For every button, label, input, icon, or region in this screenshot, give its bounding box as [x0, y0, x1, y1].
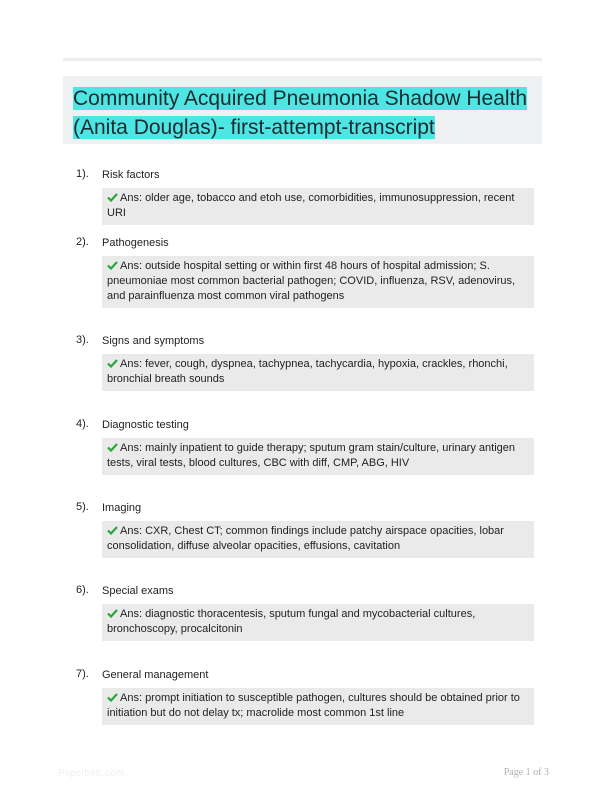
answer-box [102, 188, 534, 225]
answer-box [102, 521, 534, 558]
page-number: Page 1 of 3 [503, 767, 549, 778]
answer-text: Ans: CXR, Chest CT; common findings include patchy airspace opacities, lobar consolidation, diffuse alveolar opacities, effusions, cavitation [107, 525, 504, 552]
answer-text: Ans: mainly inpatient to guide therapy; sputum gram stain/culture, urinary antigen tests, viral tests, blood cultures, CBC with diff, CMP, ABG, HIV [107, 442, 515, 469]
answer-text: Ans: diagnostic thoracentesis, sputum fungal and mycobacterial cultures, bronchoscopy, procalcitonin [107, 608, 476, 635]
watermark-text: Paperbitic.com [58, 768, 125, 779]
answer-text: Ans: outside hospital setting or within first 48 hours of hospital admission; S. pneumoniae most common bacterial pathogen; COVID, influenza, RSV, adenovirus, and parainfluenza most common viral pathogens [107, 260, 516, 302]
question-number: 2). [76, 236, 89, 248]
question-number: 3). [76, 334, 89, 346]
answer-text: Ans: fever, cough, dyspnea, tachypnea, tachycardia, hypoxia, crackles, rhonchi, bronchial breath sounds [107, 358, 508, 385]
check-icon [107, 359, 118, 368]
page-title: Community Acquired Pneumonia Shadow Health (Anita Douglas)- first-attempt-transcript [73, 87, 528, 139]
answer-text: Ans: older age, tobacco and etoh use, comorbidities, immunosuppression, recent URI [107, 192, 515, 219]
check-icon [107, 193, 118, 202]
answer-box [102, 604, 534, 641]
check-icon [107, 443, 118, 452]
check-icon [107, 693, 118, 702]
check-icon [107, 526, 118, 535]
question-number: 4). [76, 418, 89, 430]
question-number: 1). [76, 168, 89, 180]
question-label: Risk factors [102, 169, 160, 181]
check-icon [107, 261, 118, 270]
question-label: Diagnostic testing [102, 419, 189, 431]
question-number: 5). [76, 501, 89, 513]
question-label: Special exams [102, 585, 174, 597]
title-banner [63, 76, 542, 144]
question-label: Signs and symptoms [102, 335, 205, 347]
top-divider [63, 58, 542, 61]
question-label: Pathogenesis [102, 237, 169, 249]
question-label: Imaging [102, 502, 142, 514]
answer-box [102, 354, 534, 391]
answer-box [102, 688, 534, 725]
check-icon [107, 609, 118, 618]
question-label: General management [102, 669, 209, 681]
question-number: 6). [76, 584, 89, 596]
answer-box [102, 438, 534, 475]
answer-text: Ans: prompt initiation to susceptible pathogen, cultures should be obtained prior to initiation but do not delay tx; macrolide most common 1st line [107, 692, 520, 719]
answer-box [102, 256, 534, 308]
question-number: 7). [76, 668, 89, 680]
